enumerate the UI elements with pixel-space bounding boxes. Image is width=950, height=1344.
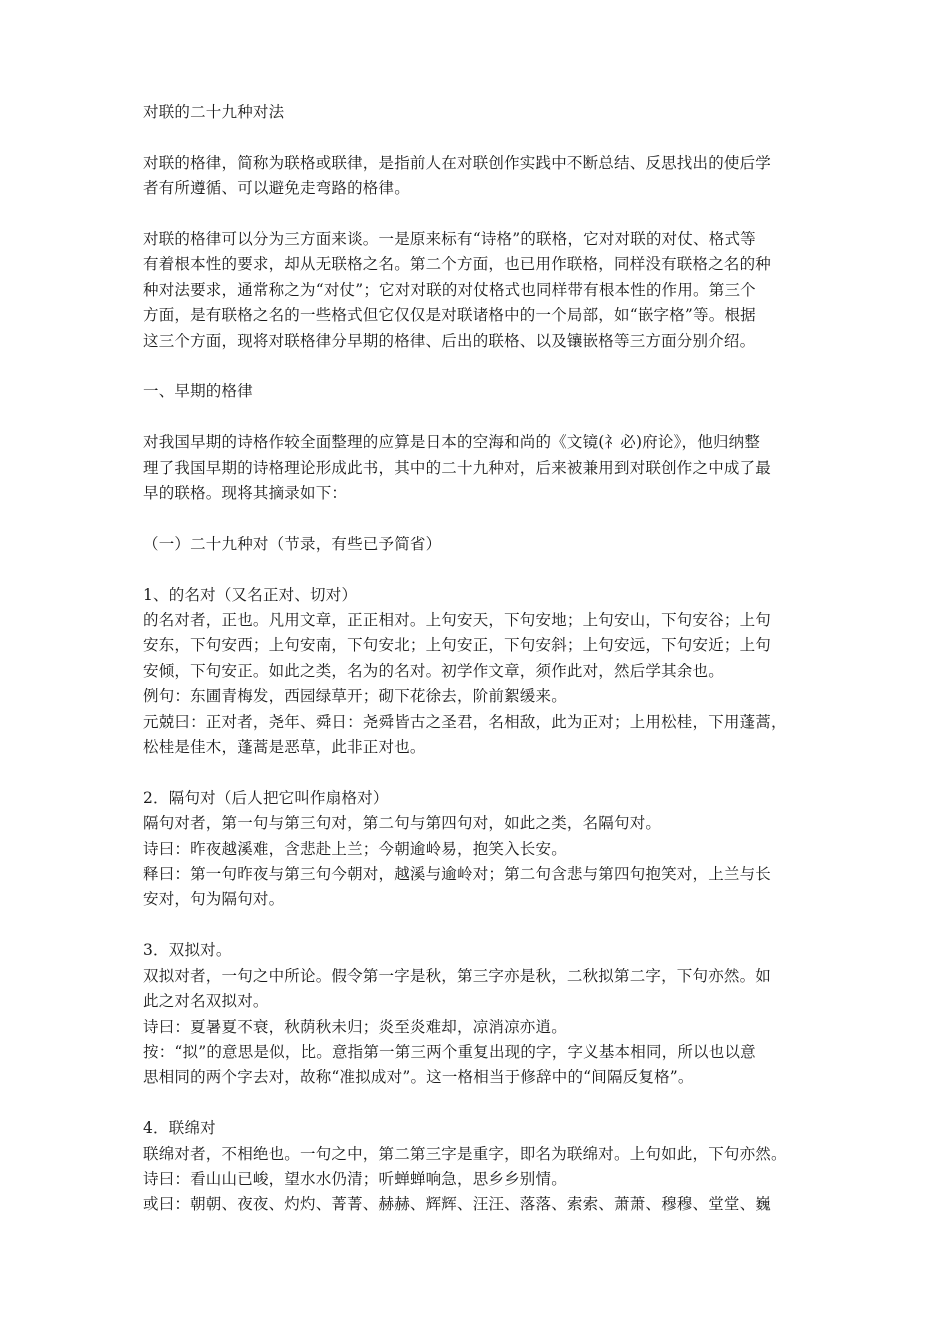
text-line: 理了我国早期的诗格理论形成此书，其中的二十九种对，后来被兼用到对联创作之中成了最 bbox=[143, 458, 772, 477]
blank-line bbox=[143, 1091, 820, 1116]
text-line: 3．双拟对。 bbox=[143, 941, 232, 960]
document-title: 对联的二十九种对法 bbox=[143, 103, 285, 121]
text-line: 诗曰：昨夜越溪难，含悲赴上兰；今朝逾岭易，抱笑入长安。 bbox=[143, 839, 567, 858]
blank-line bbox=[143, 354, 820, 379]
blank-line bbox=[143, 557, 820, 582]
text-line: （一）二十九种对（节录，有些已予简省） bbox=[143, 534, 442, 553]
text-line: 双拟对者，一句之中所论。假令第一字是秋，第三字亦是秋，二秋拟第二字，下句亦然。如 bbox=[143, 966, 772, 985]
text-line: 早的联格。现将其摘录如下： bbox=[143, 484, 348, 503]
text-line: 安东，下句安西；上句安南，下句安北；上句安正，下句安斜；上句安远，下句安近；上句 bbox=[143, 636, 772, 655]
text-line: 种对法要求，通常称之为“对仗”；它对对联的对仗格式也同样带有根本性的作用。第三个 bbox=[143, 280, 756, 299]
blank-line bbox=[143, 202, 820, 227]
blank-line bbox=[143, 405, 820, 430]
text-line: 诗曰：夏暑夏不衰，秋荫秋未归；炎至炎难却，凉消凉亦逍。 bbox=[143, 1017, 567, 1036]
text-line: 的名对者，正也。凡用文章，正正相对。上句安天，下句安地；上句安山，下句安谷；上句 bbox=[143, 611, 772, 630]
text-line: 或曰：朝朝、夜夜、灼灼、菁菁、赫赫、辉辉、汪汪、落落、索索、萧萧、穆穆、堂堂、巍 bbox=[143, 1195, 772, 1214]
text-line: 安倾，下句安正。如此之类，名为的名对。初学作文章，须作此对，然后学其余也。 bbox=[143, 661, 724, 680]
text-line: 释曰：第一句昨夜与第三句今朝对，越溪与逾岭对；第二句含悲与第四句抱笑对，上兰与长 bbox=[143, 865, 772, 884]
text-line: 方面，是有联格之名的一些格式但它仅仅是对联诸格中的一个局部，如“嵌字格”等。根据 bbox=[143, 306, 756, 325]
text-line: 诗曰：看山山已峻，望水水仍清；听蝉蝉响急，思乡乡别情。 bbox=[143, 1169, 567, 1188]
text-line: 按：“拟”的意思是似，比。意指第一第三两个重复出现的字，字义基本相同，所以也以意 bbox=[143, 1042, 756, 1061]
text-line: 例句：东圃青梅发，西园绿草开；砌下花徐去，阶前絮缓来。 bbox=[143, 687, 567, 706]
text-line: 对联的格律，简称为联格或联律，是指前人在对联创作实践中不断总结、反思找出的使后学 bbox=[143, 153, 772, 172]
text-line: 安对，句为隔句对。 bbox=[143, 890, 285, 909]
text-line: 2．隔句对（后人把它叫作扇格对） bbox=[143, 788, 389, 807]
text-line: 对我国早期的诗格作较全面整理的应算是日本的空海和尚的《文镜(礻必)府论》，他归纳整 bbox=[143, 433, 761, 452]
blank-line bbox=[143, 760, 820, 785]
text-line: 松桂是佳木，蓬蒿是恶草，此非正对也。 bbox=[143, 738, 426, 757]
text-line: 者有所遵循、可以避免走弯路的格律。 bbox=[143, 179, 410, 198]
text-line: 元兢曰：正对者，尧年、舜日：尧舜皆古之圣君，名相敌，此为正对；上用松桂，下用蓬蒿， bbox=[143, 712, 787, 731]
blank-line bbox=[143, 506, 820, 531]
text-line: 隔句对者，第一句与第三句对，第二句与第四句对，如此之类，名隔句对。 bbox=[143, 814, 662, 833]
text-line: 有着根本性的要求，却从无联格之名。第二个方面，也已用作联格，同样没有联格之名的种 bbox=[143, 255, 772, 274]
text-line: 4．联绵对 bbox=[143, 1119, 216, 1138]
text-line: 思相同的两个字去对，故称“准拟成对”。这一格相当于修辞中的“间隔反复格”。 bbox=[143, 1068, 694, 1087]
text-line: 此之对名双拟对。 bbox=[143, 992, 269, 1011]
text-line: 这三个方面，现将对联格律分早期的格律、后出的联格、以及镶嵌格等三方面分别介绍。 bbox=[143, 331, 756, 350]
text-line: 1、的名对（又名正对、切对） bbox=[143, 585, 358, 604]
blank-line bbox=[143, 125, 820, 150]
text-line: 对联的格律可以分为三方面来谈。一是原来标有“诗格”的联格，它对对联的对仗、格式等 bbox=[143, 230, 756, 248]
text-line: 一、早期的格律 bbox=[143, 382, 253, 401]
blank-line bbox=[143, 913, 820, 938]
text-line: 联绵对者，不相绝也。一句之中，第二第三字是重字，即名为联绵对。上句如此，下句亦然。 bbox=[143, 1144, 787, 1163]
